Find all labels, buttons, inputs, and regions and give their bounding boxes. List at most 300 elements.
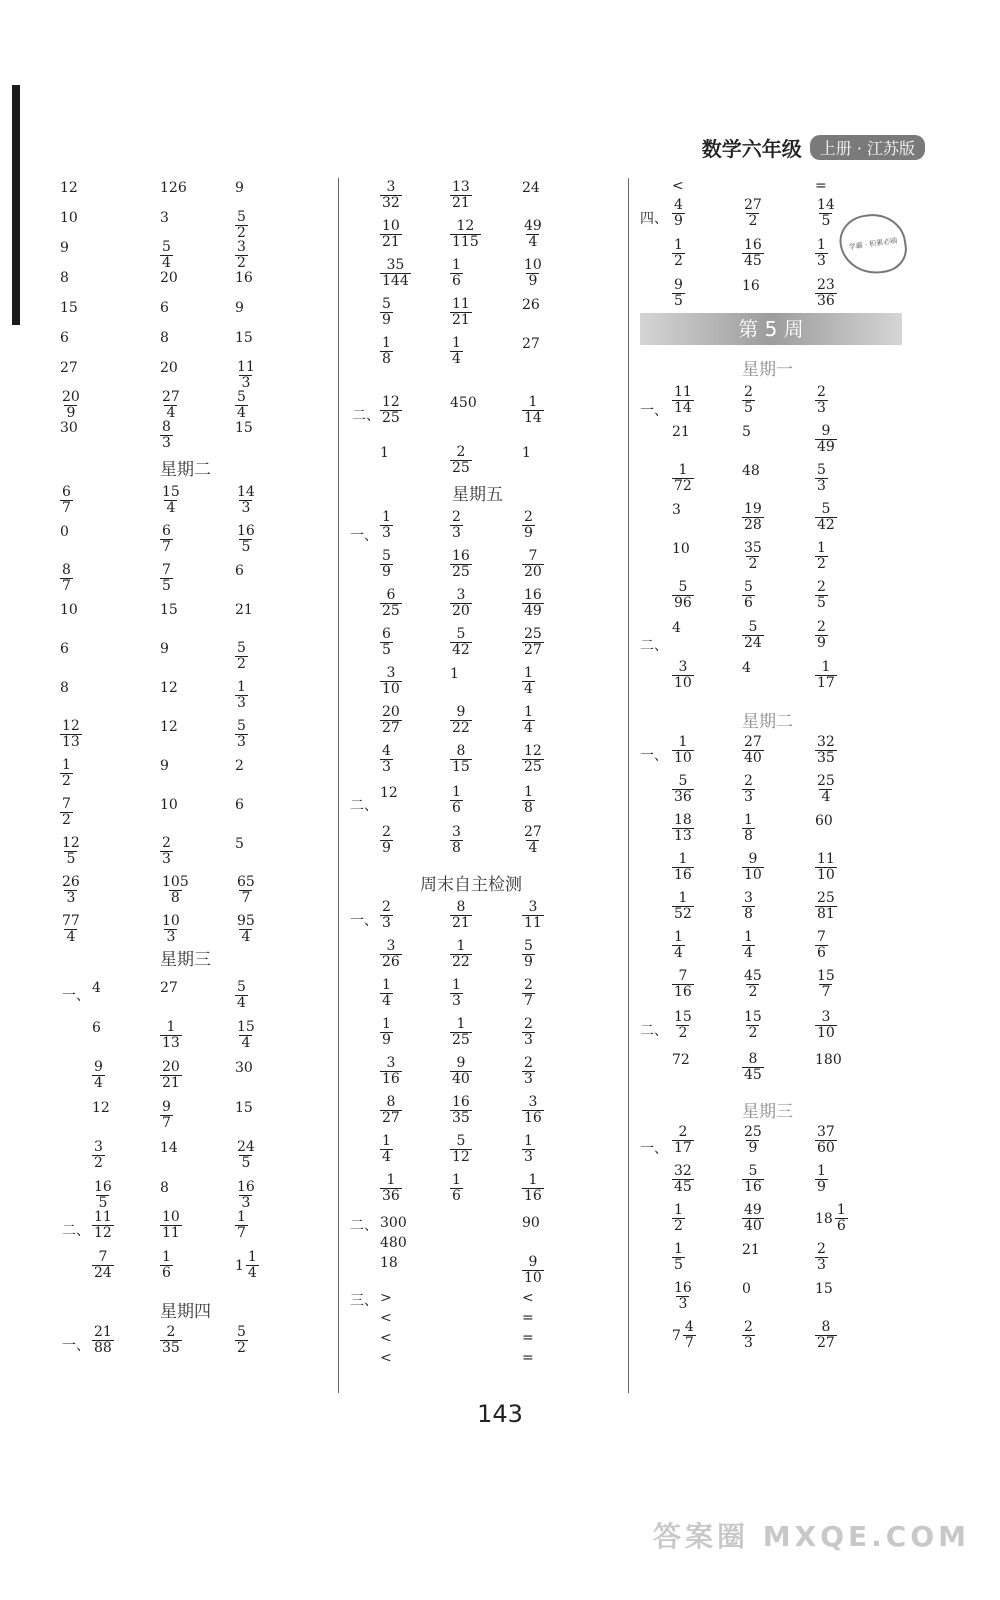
- answer-value: [380, 335, 393, 367]
- answer-cell: [160, 563, 173, 594]
- fraction: $\frac{2}{9}$: [382, 824, 391, 856]
- answer-cell: [450, 978, 463, 1009]
- fraction: $\frac{3}{2}$: [94, 1139, 103, 1171]
- answer-cell: [522, 1056, 535, 1087]
- answer-value: [160, 1249, 173, 1281]
- answer-cell: [742, 852, 764, 883]
- answer-cell: [450, 1056, 472, 1087]
- answer-cell: [450, 1017, 472, 1048]
- edition-badge: 上册 · 江苏版: [810, 135, 925, 160]
- answer-value: [380, 899, 393, 931]
- answer-cell: [380, 219, 402, 250]
- question-label: 一、: [350, 913, 378, 929]
- fraction: $\frac{25}{9}$: [744, 1124, 762, 1156]
- fraction: $\frac{3}{8}$: [452, 824, 461, 856]
- fraction: $\frac{2}{35}$: [162, 1324, 180, 1356]
- answer-cell: [815, 852, 837, 883]
- answer-cell: [672, 774, 694, 805]
- fraction: $\frac{105}{8}$: [162, 874, 189, 906]
- answer-value: 16: [742, 278, 760, 294]
- answer-cell: [815, 1052, 842, 1068]
- answer-cell: [815, 813, 833, 829]
- answer-cell: [672, 424, 690, 440]
- answer-value: [450, 509, 463, 541]
- answer-value: [160, 1059, 182, 1091]
- answer-value: 1: [522, 445, 531, 461]
- fraction: $\frac{6}{5}$: [382, 626, 391, 658]
- answer-cell: [235, 836, 244, 852]
- fraction: $\frac{1}{17}$: [817, 659, 835, 691]
- answer-cell: [672, 1125, 694, 1156]
- fraction: $\frac{1}{3}$: [817, 237, 826, 269]
- answer-cell: [235, 758, 244, 774]
- fraction: $\frac{1}{4}$: [524, 665, 533, 697]
- answer-cell: [160, 797, 178, 813]
- answer-value: [742, 890, 755, 922]
- answer-cell: [380, 1235, 407, 1251]
- answer-value: [450, 938, 472, 970]
- answer-cell: [522, 939, 535, 970]
- answer-value: 30: [235, 1060, 253, 1076]
- answer-value: [380, 704, 402, 736]
- answer-cell: [522, 1017, 535, 1048]
- answer-value: 3: [160, 210, 169, 226]
- answer-value: 18: [380, 1255, 398, 1271]
- answer-cell: [522, 219, 544, 250]
- answer-value: [815, 968, 837, 1000]
- column-divider-1: [338, 178, 339, 1393]
- fraction: $\frac{25}{27}$: [524, 626, 542, 658]
- answer-value: [672, 968, 694, 1000]
- answer-cell: [160, 641, 169, 657]
- answer-cell: [815, 660, 837, 691]
- fraction: $\frac{16}{35}$: [452, 1094, 470, 1126]
- fraction: $\frac{11}{21}$: [452, 296, 470, 328]
- answer-value: [742, 619, 764, 651]
- fraction: $\frac{5}{24}$: [744, 619, 762, 651]
- answer-cell: [522, 900, 544, 931]
- fraction: $\frac{16}{5}$: [237, 523, 255, 555]
- fraction: $\frac{5}{2}$: [237, 209, 246, 241]
- answer-cell: [815, 891, 837, 922]
- answer-value: [522, 1172, 544, 1204]
- answer-value: [672, 1163, 694, 1195]
- fraction: $\frac{1}{8}$: [382, 335, 391, 367]
- answer-cell: [380, 1310, 392, 1326]
- answer-value: 8: [60, 270, 69, 286]
- answer-value: [450, 1133, 472, 1165]
- answer-value: [160, 835, 173, 867]
- answer-value: 300: [380, 1215, 407, 1231]
- answer-value: [160, 1324, 182, 1356]
- brand-stamp: 学霸 · 积累必刷: [836, 210, 910, 279]
- answer-cell: [672, 1052, 690, 1068]
- answer-value: [742, 540, 764, 572]
- answer-value: [235, 718, 248, 750]
- fraction: $\frac{1}{6}$: [452, 1172, 461, 1204]
- answer-value: >: [380, 1290, 392, 1306]
- answer-cell: [450, 744, 472, 775]
- fraction: $\frac{4}{9}$: [674, 197, 683, 229]
- answer-cell: [742, 238, 764, 269]
- answer-value: [672, 1202, 685, 1234]
- answer-cell: [742, 1052, 764, 1083]
- answer-value: 15: [60, 300, 78, 316]
- answer-value: 12: [160, 719, 178, 735]
- fraction: $\frac{12}{5}$: [62, 835, 80, 867]
- answer-value: [672, 277, 685, 309]
- answer-cell: [160, 1250, 173, 1281]
- answer-cell: [450, 825, 463, 856]
- answer-value: [815, 237, 828, 269]
- answer-cell: [450, 510, 463, 541]
- answer-value: 9: [60, 240, 69, 256]
- answer-value: 0: [60, 524, 69, 540]
- answer-cell: [60, 602, 78, 618]
- answer-cell: [160, 300, 169, 316]
- answer-value: [450, 784, 463, 816]
- answer-cell: [160, 524, 173, 555]
- answer-cell: [380, 1056, 402, 1087]
- answer-cell: [380, 588, 402, 619]
- fraction: $\frac{5}{3}$: [237, 718, 246, 750]
- answer-value: [815, 423, 837, 455]
- answer-value: [672, 890, 694, 922]
- fraction: $\frac{25}{4}$: [817, 773, 835, 805]
- fraction: $\frac{5}{9}$: [382, 548, 391, 580]
- fraction: $\frac{1}{6}$: [452, 257, 461, 289]
- answer-cell: [672, 1164, 694, 1195]
- answer-value: [672, 659, 694, 691]
- answer-value: 480: [380, 1235, 407, 1251]
- answer-value: 2: [235, 758, 244, 774]
- fraction: $\frac{5}{2}$: [237, 1324, 246, 1356]
- fraction: $\frac{1}{14}$: [524, 394, 542, 426]
- answer-value: [450, 548, 472, 580]
- answer-cell: [672, 178, 684, 194]
- fraction: $\frac{49}{40}$: [744, 1202, 762, 1234]
- fraction: $\frac{5}{9}$: [382, 296, 391, 328]
- fraction: $\frac{20}{27}$: [382, 704, 400, 736]
- fraction: $\frac{16}{45}$: [744, 237, 762, 269]
- fraction: $\frac{6}{7}$: [162, 523, 171, 555]
- answer-value: <: [380, 1350, 392, 1366]
- answer-value: [815, 851, 837, 883]
- answer-value: [672, 197, 685, 229]
- answer-cell: [672, 1010, 694, 1041]
- answer-cell: [450, 627, 472, 658]
- answer-cell: [742, 541, 764, 572]
- answer-cell: [450, 588, 472, 619]
- answer-cell: [235, 1250, 259, 1281]
- answer-cell: [672, 278, 685, 309]
- answer-value: [92, 1059, 105, 1091]
- section-title-wednesday-week5: 星期三: [742, 1102, 793, 1122]
- answer-value: [522, 1016, 535, 1048]
- answer-cell: [60, 563, 73, 594]
- fraction: $\frac{8}{7}$: [62, 562, 71, 594]
- answer-cell: [235, 980, 248, 1011]
- answer-cell: [522, 395, 544, 426]
- fraction: $\frac{5}{16}$: [744, 1163, 762, 1195]
- answer-cell: [522, 825, 544, 856]
- fraction: $\frac{27}{2}$: [744, 197, 762, 229]
- answer-cell: [742, 1281, 751, 1297]
- answer-value: [380, 394, 402, 426]
- answer-cell: [522, 666, 535, 697]
- answer-cell: [380, 705, 402, 736]
- answer-value: 15: [815, 1281, 833, 1297]
- question-label: 四、: [640, 211, 668, 227]
- answer-value: [522, 257, 544, 289]
- answer-cell: [672, 891, 694, 922]
- answer-value: 90: [522, 1215, 540, 1231]
- fraction: $\frac{7}{16}$: [674, 968, 692, 1000]
- answer-value: 8: [60, 680, 69, 696]
- answer-cell: [742, 813, 755, 844]
- answer-cell: [380, 1134, 393, 1165]
- question-label: 二、: [350, 798, 378, 814]
- fraction: $\frac{9}{7}$: [162, 1099, 171, 1131]
- answer-value: [672, 384, 694, 416]
- answer-cell: [815, 969, 837, 1000]
- answer-value: [742, 773, 755, 805]
- answer-value: [815, 1319, 837, 1351]
- fraction: $\frac{9}{40}$: [452, 1055, 470, 1087]
- answer-cell: [815, 1125, 837, 1156]
- answer-value: [235, 389, 248, 421]
- answer-cell: [742, 735, 764, 766]
- answer-cell: [160, 1210, 182, 1241]
- fraction: $\frac{24}{5}$: [237, 1139, 255, 1171]
- answer-value: [522, 977, 535, 1009]
- answer-cell: [522, 1290, 534, 1306]
- answer-value: [380, 179, 402, 211]
- fraction: $\frac{5}{42}$: [452, 626, 470, 658]
- question-label: 一、: [350, 528, 378, 544]
- answer-cell: [160, 980, 178, 996]
- answer-value: [672, 579, 694, 611]
- fraction: $\frac{11}{10}$: [817, 851, 835, 883]
- answer-value: [380, 665, 402, 697]
- fraction: $\frac{3}{10}$: [817, 1009, 835, 1041]
- fraction: $\frac{10}{21}$: [382, 218, 400, 250]
- answer-value: [160, 1019, 182, 1051]
- answer-value: 16: [235, 270, 253, 286]
- answer-value: 10: [160, 797, 178, 813]
- answer-cell: [160, 210, 169, 226]
- answer-cell: [522, 1173, 544, 1204]
- answer-cell: [815, 1203, 848, 1234]
- answer-value: [672, 734, 694, 766]
- answer-cell: [742, 463, 760, 479]
- answer-value: [672, 462, 694, 494]
- answer-cell: [235, 420, 253, 436]
- answer-cell: [235, 1140, 257, 1171]
- answer-cell: [672, 813, 694, 844]
- answer-value: [815, 579, 828, 611]
- fraction: $\frac{9}{49}$: [817, 423, 835, 455]
- answer-cell: [672, 969, 694, 1000]
- answer-value: [450, 335, 463, 367]
- answer-cell: [742, 502, 764, 533]
- answer-cell: [672, 1203, 685, 1234]
- answer-value: [450, 1172, 463, 1204]
- answer-cell: [235, 180, 244, 196]
- answer-value: [92, 1139, 105, 1171]
- answer-value: 27: [160, 980, 178, 996]
- fraction: $\frac{1}{4}$: [524, 704, 533, 736]
- answer-cell: [380, 1173, 402, 1204]
- answer-value: [742, 579, 755, 611]
- answer-value: =: [815, 178, 827, 194]
- answer-cell: [672, 620, 681, 636]
- answer-value: [450, 899, 472, 931]
- answer-cell: [815, 735, 837, 766]
- answer-cell: [60, 914, 82, 945]
- answer-value: [672, 851, 694, 883]
- fraction: $\frac{1}{4}$: [452, 335, 461, 367]
- answer-cell: [235, 270, 253, 286]
- question-label: 三、: [350, 1293, 378, 1309]
- fraction: $\frac{1}{13}$: [162, 1019, 180, 1051]
- answer-value: [380, 1133, 393, 1165]
- fraction: $\frac{11}{3}$: [237, 359, 255, 391]
- answer-cell: [522, 744, 544, 775]
- fraction: $\frac{1}{6}$: [162, 1249, 171, 1281]
- answer-value: 6: [92, 1020, 101, 1036]
- answer-value: [522, 938, 535, 970]
- fraction: $\frac{1}{16}$: [524, 1172, 542, 1204]
- answer-value: 9: [160, 641, 169, 657]
- fraction: $\frac{15}{7}$: [817, 968, 835, 1000]
- fraction: $\frac{19}{28}$: [744, 501, 762, 533]
- answer-value: [450, 587, 472, 619]
- answer-value: [92, 1209, 114, 1241]
- answer-value: 3: [672, 502, 681, 518]
- answer-cell: [235, 330, 253, 346]
- question-label: 二、: [62, 1223, 90, 1239]
- fraction: $\frac{13}{21}$: [452, 179, 470, 211]
- fraction: $\frac{1}{2}$: [674, 1202, 683, 1234]
- answer-cell: [815, 502, 837, 533]
- fraction: $\frac{1}{3}$: [452, 977, 461, 1009]
- fraction: $\frac{2}{9}$: [524, 509, 533, 541]
- answer-cell: [815, 541, 828, 572]
- answer-value: [815, 462, 828, 494]
- answer-cell: [450, 258, 463, 289]
- answer-cell: [235, 602, 253, 618]
- answer-value: [672, 1009, 694, 1041]
- answer-value: [92, 1179, 114, 1211]
- fraction: $\frac{5}{12}$: [452, 1133, 470, 1165]
- answer-value: [815, 773, 837, 805]
- fraction: $\frac{5}{9}$: [524, 938, 533, 970]
- answer-cell: [450, 180, 472, 211]
- answer-cell: [380, 549, 393, 580]
- answer-value: 20: [160, 360, 178, 376]
- fraction: $\frac{1}{2}$: [674, 237, 683, 269]
- fraction: $\frac{8}{3}$: [162, 419, 171, 451]
- answer-value: [235, 1209, 248, 1241]
- fraction: $\frac{10}{9}$: [524, 257, 542, 289]
- answer-value: [815, 1241, 828, 1273]
- answer-cell: [815, 198, 837, 229]
- fraction: $\frac{12}{25}$: [524, 743, 542, 775]
- answer-value: [742, 1163, 764, 1195]
- answer-value: [522, 626, 544, 658]
- answer-cell: [160, 485, 182, 516]
- answer-cell: [380, 1350, 392, 1366]
- fraction: $\frac{3}{16}$: [382, 1055, 400, 1087]
- answer-value: [672, 812, 694, 844]
- answer-cell: [522, 705, 535, 736]
- fraction: $\frac{1}{2}$: [817, 540, 826, 572]
- answer-cell: [815, 424, 837, 455]
- question-label: 二、: [350, 1218, 378, 1234]
- answer-cell: [742, 1242, 760, 1258]
- answer-cell: [672, 502, 681, 518]
- answer-cell: [380, 825, 393, 856]
- answer-value: [815, 1009, 837, 1041]
- fraction: $\frac{10}{3}$: [162, 913, 180, 945]
- answer-cell: [742, 198, 764, 229]
- fraction: $\frac{5}{4}$: [237, 389, 246, 421]
- fraction: $\frac{15}{2}$: [674, 1009, 692, 1041]
- answer-cell: [160, 719, 178, 735]
- answer-value: [380, 587, 402, 619]
- answer-value: 18 $\frac{1}{6}$: [815, 1202, 846, 1234]
- answer-cell: [742, 424, 751, 440]
- fraction: $\frac{35}{144}$: [382, 257, 409, 289]
- answer-cell: [742, 774, 755, 805]
- answer-value: 15: [235, 330, 253, 346]
- fraction: $\frac{32}{35}$: [817, 734, 835, 766]
- answer-value: [380, 1055, 402, 1087]
- answer-cell: [522, 336, 540, 352]
- answer-cell: [380, 744, 393, 775]
- answer-value: [742, 1051, 764, 1083]
- answer-cell: [672, 852, 694, 883]
- answer-value: [450, 1016, 472, 1048]
- fraction: $\frac{1}{9}$: [382, 1016, 391, 1048]
- fraction: $\frac{4}{3}$: [382, 743, 391, 775]
- answer-value: [522, 784, 535, 816]
- answer-cell: [380, 900, 393, 931]
- answer-cell: [380, 510, 393, 541]
- answer-value: [60, 913, 82, 945]
- answer-cell: [522, 1215, 540, 1231]
- question-label: 二、: [640, 1023, 668, 1039]
- answer-cell: [160, 758, 169, 774]
- answer-cell: [742, 620, 764, 651]
- fraction: $\frac{2}{3}$: [744, 773, 753, 805]
- answer-value: [450, 626, 472, 658]
- fraction: $\frac{1}{6}$: [452, 784, 461, 816]
- answer-value: [522, 704, 535, 736]
- answer-value: 126: [160, 180, 187, 196]
- answer-value: 9: [160, 758, 169, 774]
- answer-cell: [450, 395, 477, 411]
- answer-value: <: [380, 1330, 392, 1346]
- answer-value: [160, 1209, 182, 1241]
- answer-value: [380, 1172, 402, 1204]
- answer-cell: [60, 641, 69, 657]
- answer-cell: [815, 178, 827, 194]
- section-title-weekend-test: 周末自主检测: [420, 875, 522, 895]
- answer-cell: [522, 297, 540, 313]
- answer-cell: [160, 270, 178, 286]
